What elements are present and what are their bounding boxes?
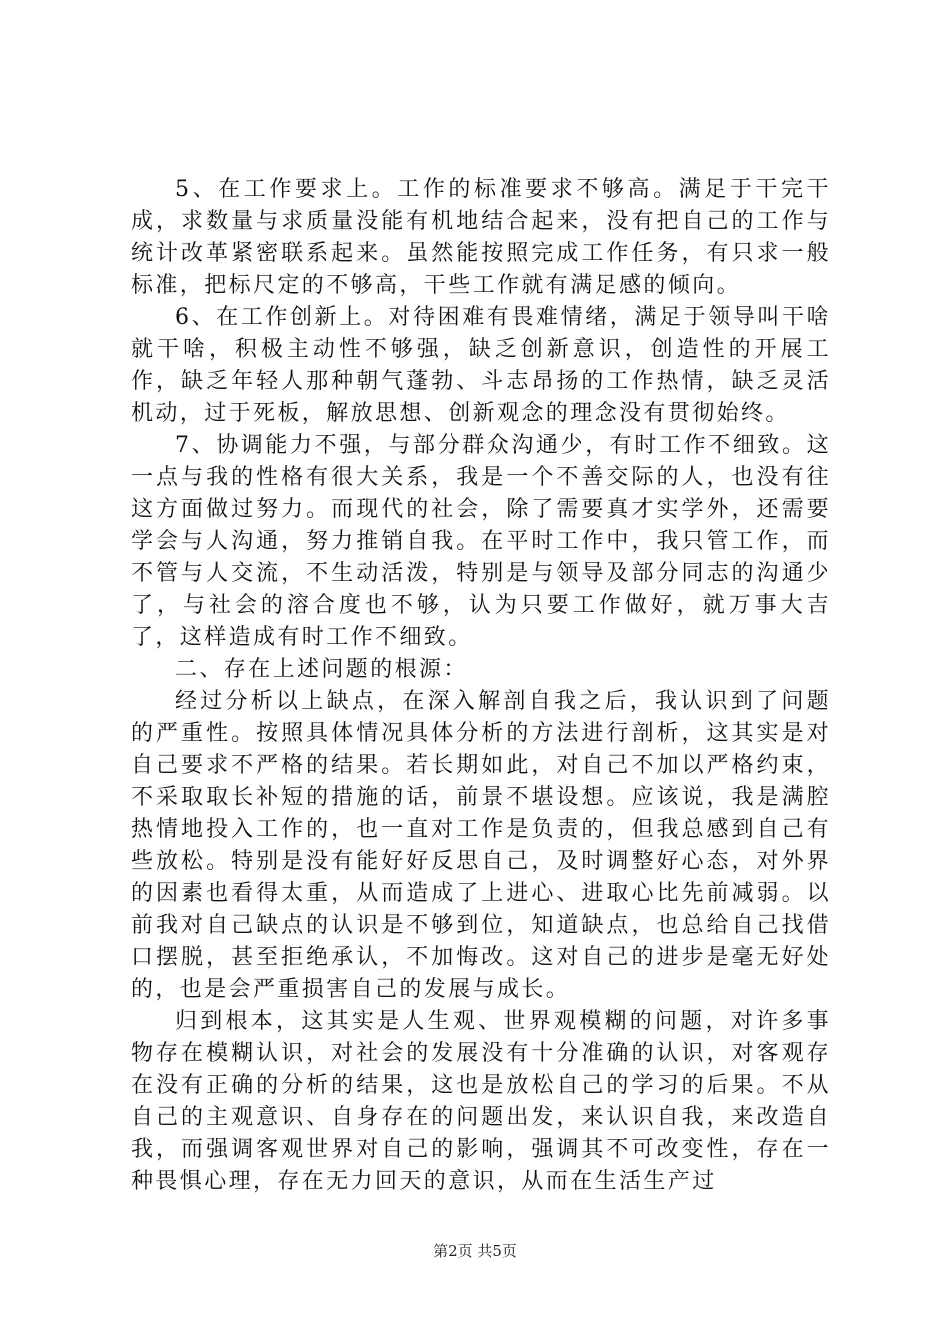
- paragraph-work-innovation: 6、在工作创新上。对待困难有畏难情绪，满足于领导叫干啥就干啥，积极主动性不够强，缺乏创新意识，创造性的开展工作，缺乏年轻人那种朝气蓬勃、斗志昂扬的工作热情，缺乏灵活机动，过于死板，解放思想、创新观念的理念没有贯彻始终。: [131, 305, 831, 426]
- paragraph-root-cause: 归到根本，这其实是人生观、世界观模糊的问题，对许多事物存在模糊认识，对社会的发展没有十分准确的认识，对客观存在没有正确的分析的结果，这也是放松自己的学习的后果。不从自己的主观意识、自身存在的问题出发，来认识自我，来改造自我，而强调客观世界对自己的影响，强调其不可改变性，存在一种畏惧心理，存在无力回天的意识，从而在生活生产过: [131, 1009, 831, 1194]
- paragraph-coordination: 7、协调能力不强，与部分群众沟通少，有时工作不细致。这一点与我的性格有很大关系，我是一个不善交际的人，也没有往这方面做过努力。而现代的社会，除了需要真才实学外，还需要学会与人沟通，努力推销自我。在平时工作中，我只管工作，而不管与人交流，不生动活泼，特别是与领导及部分同志的沟通少了，与社会的溶合度也不够，认为只要工作做好，就万事大吉了，这样造成有时工作不细致。: [131, 433, 831, 650]
- paragraph-work-requirements: 5、在工作要求上。工作的标准要求不够高。满足于干完干成，求数量与求质量没能有机地结合起来，没有把自己的工作与统计改革紧密联系起来。虽然能按照完成工作任务，有只求一般标准，把标尺定的不够高，干些工作就有满足感的倾向。: [131, 177, 831, 298]
- paragraph-analysis: 经过分析以上缺点，在深入解剖自我之后，我认识到了问题的严重性。按照具体情况具体分析的方法进行剖析，这其实是对自己要求不严格的结果。若长期如此，对自己不加以严格约束，不采取取长补短的措施的话，前景不堪设想。应该说，我是满腔热情地投入工作的，也一直对工作是负责的，但我总感到自己有些放松。特别是没有能好好反思自己，及时调整好心态，对外界的因素也看得太重，从而造成了上进心、进取心比先前减弱。以前我对自己缺点的认识是不够到位，知道缺点，也总给自己找借口摆脱，甚至拒绝承认，不加悔改。这对自己的进步是毫无好处的，也是会严重损害自己的发展与成长。: [131, 689, 831, 1002]
- page-number-footer: 第2页 共5页: [433, 1242, 517, 1260]
- document-body: [131, 174, 831, 1198]
- section-heading-root-causes: 二、存在上述问题的根源：: [175, 657, 468, 682]
